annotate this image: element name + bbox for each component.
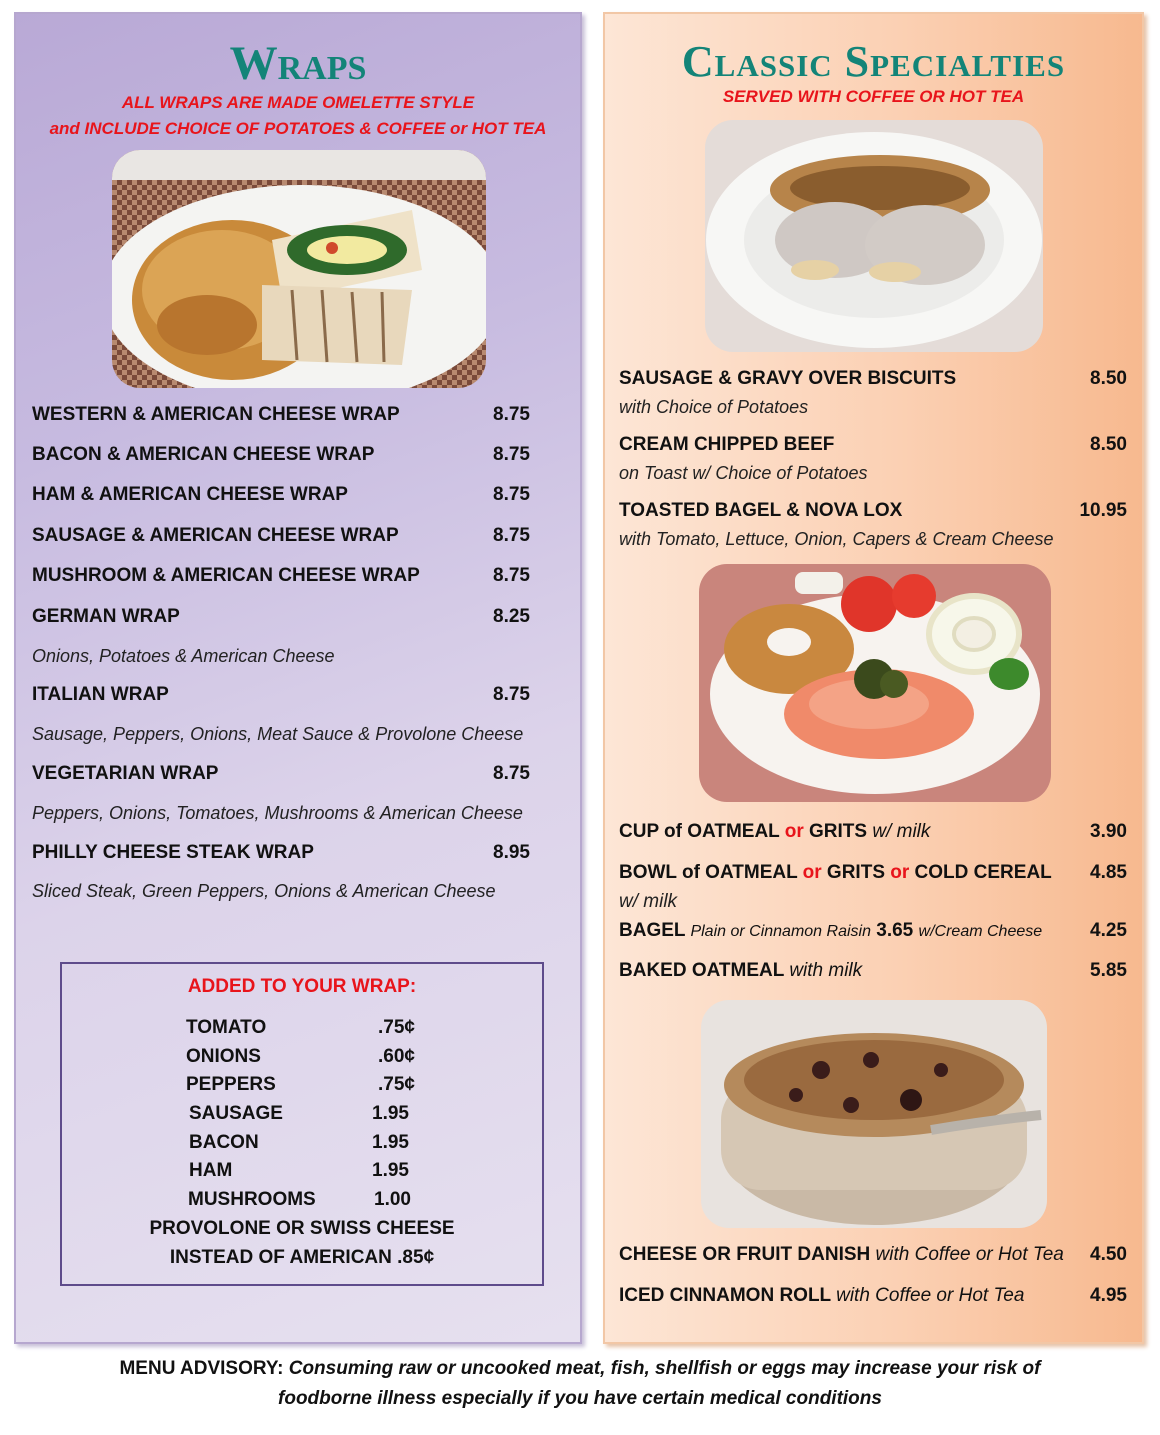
- addon-price: .75¢: [378, 1074, 415, 1095]
- addons-box: [60, 962, 544, 1286]
- addon-price: .75¢: [378, 1017, 415, 1038]
- addon-name: HAM: [189, 1160, 233, 1181]
- bowl-note: w/ milk: [619, 891, 678, 912]
- bagel-lox-photo: [699, 564, 1051, 802]
- or-word: or: [890, 862, 910, 883]
- bowl-part-b: GRITS: [821, 862, 891, 883]
- addon-price: 1.95: [372, 1132, 409, 1153]
- bowl-price: 4.85: [1090, 862, 1127, 883]
- bowl-oatmeal-line: [619, 862, 1052, 884]
- advisory-text-1: Consuming raw or uncooked meat, fish, shellfish or eggs may increase your risk of: [288, 1358, 1041, 1379]
- wrap-item-price: 8.75: [493, 763, 530, 784]
- wrap-item-desc: Sausage, Peppers, Onions, Meat Sauce & Provolone Cheese: [32, 724, 524, 744]
- advisory-line-2: [0, 1384, 1160, 1414]
- bagel-note: Plain or Cinnamon Raisin: [690, 923, 871, 940]
- wraps-panel: [14, 12, 582, 1344]
- cinnamon-roll-name: ICED CINNAMON ROLL: [619, 1285, 831, 1306]
- wrap-item-price: 8.75: [493, 484, 530, 505]
- cup-part-b: GRITS: [803, 821, 873, 842]
- specialties-title: Classic Specialties: [681, 37, 1066, 86]
- specialty-item-price: 8.50: [1090, 434, 1127, 455]
- wraps-subtitle-1: ALL WRAPS ARE MADE OMELETTE STYLE: [121, 93, 475, 112]
- baked-oatmeal-price: 5.85: [1090, 960, 1127, 981]
- addon-name: SAUSAGE: [189, 1103, 283, 1124]
- wrap-item-name: GERMAN WRAP: [32, 606, 180, 627]
- cup-note: w/ milk: [872, 821, 931, 842]
- addon-name: BACON: [189, 1132, 259, 1153]
- wrap-item-name: PHILLY CHEESE STEAK WRAP: [32, 842, 314, 863]
- bowl-part-a: BOWL of OATMEAL: [619, 862, 803, 883]
- bowl-part-c: COLD CEREAL: [909, 862, 1052, 883]
- wrap-item-desc: Peppers, Onions, Tomatoes, Mushrooms & American Cheese: [32, 803, 523, 823]
- specialty-item-name: SAUSAGE & GRAVY OVER BISCUITS: [619, 368, 957, 389]
- bagel-name: BAGEL: [619, 920, 686, 941]
- specialties-panel: [603, 12, 1144, 1344]
- bagel-price: 3.65: [876, 920, 914, 941]
- advisory-line-1: [0, 1354, 1160, 1384]
- bagel-cream-cheese-label: w/Cream Cheese: [918, 923, 1043, 940]
- specialties-subtitle: SERVED WITH COFFEE OR HOT TEA: [722, 87, 1025, 106]
- wrap-item-price: 8.75: [493, 404, 530, 425]
- bagel-line: [619, 920, 1042, 942]
- bagel-cream-cheese-price: 4.25: [1090, 920, 1127, 941]
- wrap-item-name: ITALIAN WRAP: [32, 684, 169, 705]
- addon-cheese-note: INSTEAD OF AMERICAN .85¢: [169, 1247, 435, 1268]
- specialty-item-desc: with Choice of Potatoes: [619, 397, 809, 417]
- addon-price: 1.95: [372, 1160, 409, 1181]
- cinnamon-roll-price: 4.95: [1090, 1285, 1127, 1306]
- addon-name: PEPPERS: [186, 1074, 276, 1095]
- baked-oatmeal-line: [619, 960, 862, 982]
- menu-advisory: [0, 1354, 1160, 1414]
- advisory-label: MENU ADVISORY:: [119, 1358, 284, 1379]
- wrap-photo: [112, 150, 486, 388]
- specialty-item-name: CREAM CHIPPED BEEF: [619, 434, 835, 455]
- addon-name: TOMATO: [186, 1017, 267, 1038]
- addon-price: .60¢: [378, 1046, 415, 1067]
- wrap-item-price: 8.25: [493, 606, 530, 627]
- wrap-item-name: BACON & AMERICAN CHEESE WRAP: [32, 444, 375, 465]
- wrap-item-price: 8.95: [493, 842, 530, 863]
- or-word: or: [802, 862, 822, 883]
- addon-cheese-note: PROVOLONE OR SWISS CHEESE: [149, 1218, 455, 1239]
- addons-title: ADDED TO YOUR WRAP:: [187, 976, 417, 997]
- danish-note: with Coffee or Hot Tea: [875, 1244, 1064, 1265]
- wrap-item-name: SAUSAGE & AMERICAN CHEESE WRAP: [32, 525, 399, 546]
- wraps-subtitle-2: and INCLUDE CHOICE OF POTATOES & COFFEE or HOT TEA: [49, 119, 547, 138]
- wrap-item-name: HAM & AMERICAN CHEESE WRAP: [32, 484, 348, 505]
- wrap-item-price: 8.75: [493, 444, 530, 465]
- cup-price: 3.90: [1090, 821, 1127, 842]
- baked-oatmeal-note: with milk: [789, 960, 863, 981]
- addon-price: 1.95: [372, 1103, 409, 1124]
- cinnamon-roll-line: [619, 1285, 1024, 1307]
- wrap-item-price: 8.75: [493, 525, 530, 546]
- wrap-item-name: VEGETARIAN WRAP: [32, 763, 219, 784]
- wrap-item-name: WESTERN & AMERICAN CHEESE WRAP: [32, 404, 400, 425]
- cinnamon-roll-note: with Coffee or Hot Tea: [836, 1285, 1025, 1306]
- baked-oatmeal-name: BAKED OATMEAL: [619, 960, 785, 981]
- biscuits-gravy-photo: [705, 120, 1043, 352]
- or-word: or: [784, 821, 804, 842]
- specialty-item-name: TOASTED BAGEL & NOVA LOX: [619, 500, 903, 521]
- danish-name: CHEESE OR FRUIT DANISH: [619, 1244, 871, 1265]
- cup-oatmeal-line: [619, 821, 930, 843]
- addon-price: 1.00: [374, 1189, 411, 1210]
- specialty-item-desc: with Tomato, Lettuce, Onion, Capers & Cream Cheese: [619, 529, 1054, 549]
- cup-part-a: CUP of OATMEAL: [619, 821, 785, 842]
- specialty-item-price: 8.50: [1090, 368, 1127, 389]
- wraps-title: Wraps: [229, 37, 367, 90]
- wrap-item-desc: Sliced Steak, Green Peppers, Onions & American Cheese: [32, 881, 496, 901]
- danish-price: 4.50: [1090, 1244, 1127, 1265]
- wrap-item-price: 8.75: [493, 684, 530, 705]
- danish-line: [619, 1244, 1064, 1266]
- specialty-item-desc: on Toast w/ Choice of Potatoes: [619, 463, 868, 483]
- specialty-item-price: 10.95: [1079, 500, 1127, 521]
- advisory-text-2: foodborne illness especially if you have certain medical conditions: [278, 1388, 882, 1409]
- baked-oatmeal-photo: [701, 1000, 1047, 1228]
- wrap-item-desc: Onions, Potatoes & American Cheese: [32, 646, 335, 666]
- wrap-item-name: MUSHROOM & AMERICAN CHEESE WRAP: [32, 565, 420, 586]
- addon-name: ONIONS: [186, 1046, 261, 1067]
- wrap-item-price: 8.75: [493, 565, 530, 586]
- addon-name: MUSHROOMS: [188, 1189, 316, 1210]
